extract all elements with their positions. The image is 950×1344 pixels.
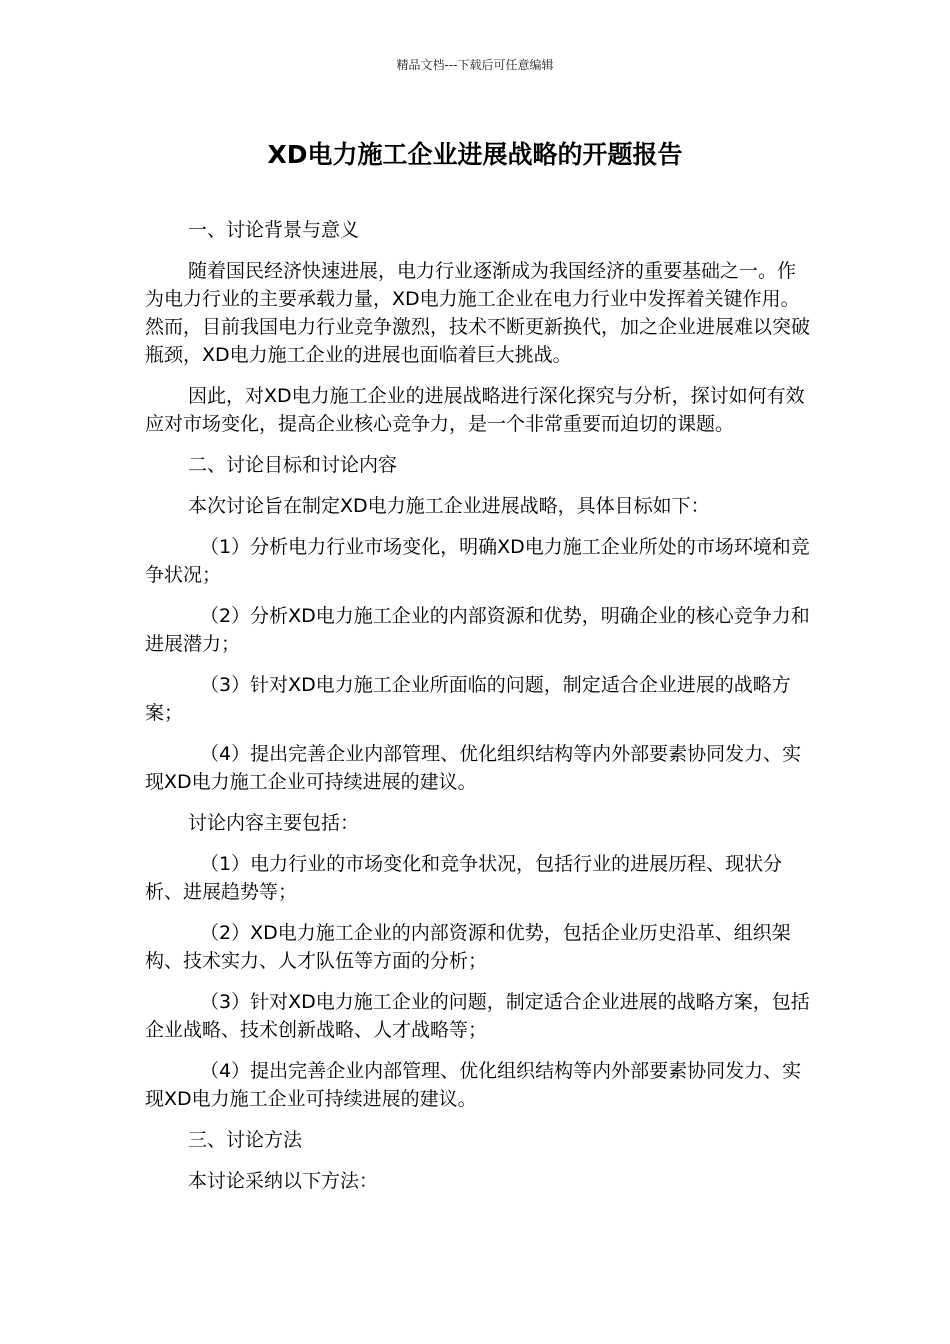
section-heading-methods: 三、讨论方法 [188,1129,303,1151]
objective-item: （1）分析电力行业市场变化，明确XD电力施工企业所处的市场环境和竞争状况； [145,536,810,586]
paragraph-significance: 因此，对XD电力施工企业的进展战略进行深化探究与分析，探讨如何有效应对市场变化，提高企业核心竞争力，是一个非常重要而迫切的课题。 [145,385,805,435]
paragraph-objectives-intro: 本次讨论旨在制定XD电力施工企业进展战略，具体目标如下： [188,495,710,517]
paragraph-content-intro: 讨论内容主要包括： [188,812,360,834]
content-item: （3）针对XD电力施工企业的问题，制定适合企业进展的战略方案，包括企业战略、技术创新战略、人才战略等； [145,991,810,1041]
section-heading-background: 一、讨论背景与意义 [188,219,360,241]
objective-item: （2）分析XD电力施工企业的内部资源和优势，明确企业的核心竞争力和进展潜力； [145,605,810,655]
objective-item: （4）提出完善企业内部管理、优化组织结构等内外部要素协同发力、实现XD电力施工企业可持续进展的建议。 [145,743,802,793]
content-item: （4）提出完善企业内部管理、优化组织结构等内外部要素协同发力、实现XD电力施工企业可持续进展的建议。 [145,1060,802,1110]
content-item: （1）电力行业的市场变化和竞争状况，包括行业的进展历程、现状分析、进展趋势等； [145,853,783,903]
content-item: （2）XD电力施工企业的内部资源和优势，包括企业历史沿革、组织架构、技术实力、人才队伍等方面的分析； [145,922,791,972]
header-note: 精品文档---下载后可任意编辑 [396,58,554,72]
paragraph-background: 随着国民经济快速进展，电力行业逐渐成为我国经济的重要基础之一。作为电力行业的主要承载力量，XD电力施工企业在电力行业中发挥着关键作用。然而，目前我国电力行业竞争激烈，技术不断更新换代，加之企业进展难以突破瓶颈，XD电力施工企业的进展也面临着巨大挑战。 [145,260,811,366]
paragraph-methods-intro: 本讨论采纳以下方法： [188,1170,379,1192]
section-heading-objectives: 二、讨论目标和讨论内容 [188,454,398,476]
document-body [145,216,813,1208]
objective-item: （3）针对XD电力施工企业所面临的问题，制定适合企业进展的战略方案； [145,674,791,724]
document-title: XD电力施工企业进展战略的开题报告 [267,140,683,169]
